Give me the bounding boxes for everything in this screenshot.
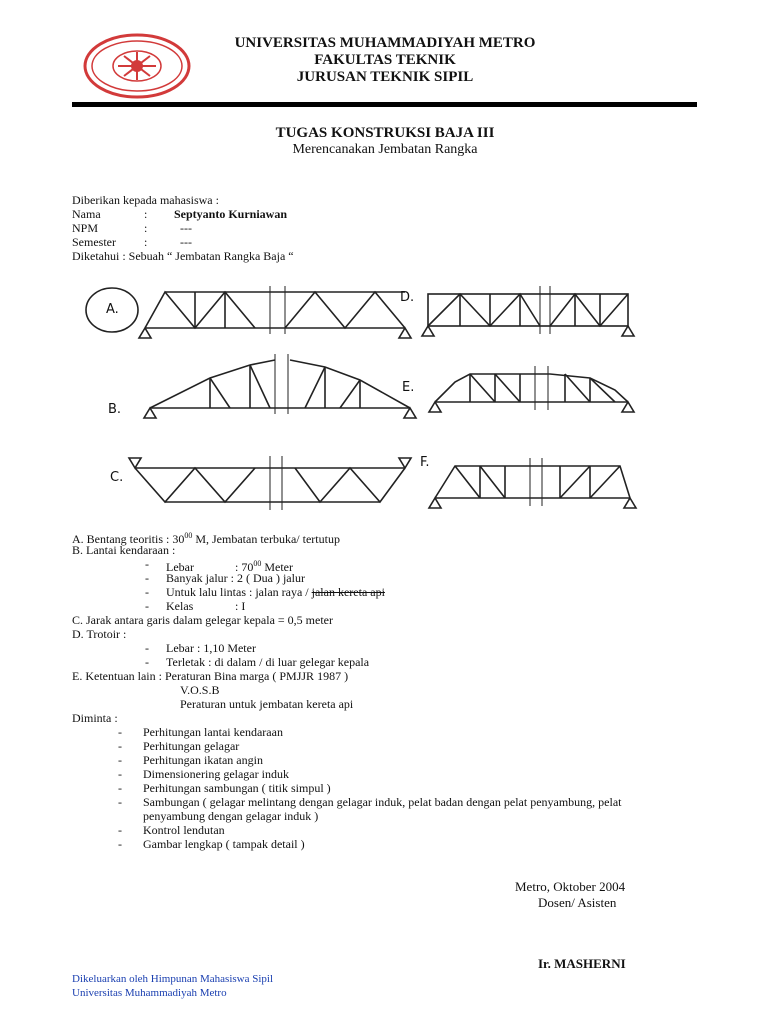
semester-value: --- (180, 235, 192, 249)
info-name-row (72, 207, 287, 221)
list-item (118, 753, 698, 767)
semester-label: Semester (72, 235, 116, 249)
d-lebar (145, 641, 256, 655)
truss-f (429, 458, 636, 508)
b-lebar-suffix: Meter (261, 560, 293, 574)
list-item (118, 781, 698, 795)
list-item (118, 725, 698, 739)
item-c: C. Jarak antara garis dalam gelegar kepala = 0,5 meter (72, 613, 333, 627)
dash: - (145, 585, 149, 599)
npm-value: --- (180, 221, 192, 235)
truss-e (429, 366, 634, 412)
item-a-suffix: M, Jembatan terbuka/ tertutup (192, 532, 340, 546)
dash: - (118, 837, 122, 851)
b-lebar-label: Lebar (166, 560, 194, 574)
signature-role: Dosen/ Asisten (538, 895, 617, 910)
signature-name: Ir. MASHERNI (538, 956, 626, 971)
item-d: D. Trotoir : (72, 627, 127, 641)
info-npm-row (72, 221, 192, 235)
dash: - (118, 725, 122, 739)
info-intro: Diberikan kepada mahasiswa : (72, 193, 219, 207)
b-lalu-lintas (145, 585, 385, 599)
footer-university: Universitas Muhammadiyah Metro (72, 987, 227, 999)
diminta-list (118, 725, 698, 851)
info-known: Diketahui : Sebuah “ Jembatan Rangka Baja “ (72, 249, 294, 263)
university-name: UNIVERSITAS MUHAMMADIYAH METRO (234, 35, 536, 51)
dash: - (118, 781, 122, 795)
npm-label: NPM (72, 221, 99, 235)
colon: : (144, 221, 148, 235)
dash: - (145, 641, 149, 655)
dash: - (118, 739, 122, 753)
item-e-3: Peraturan untuk jembatan kereta api (180, 697, 354, 711)
dash: - (118, 823, 122, 837)
faculty-name: FAKULTAS TEKNIK (314, 52, 456, 68)
department-name: JURUSAN TEKNIK SIPIL (296, 69, 474, 85)
truss-c (129, 456, 411, 510)
list-item (118, 823, 698, 837)
name-value: Septyanto Kurniawan (174, 207, 288, 221)
dash: - (118, 753, 122, 767)
document-title: TUGAS KONSTRUKSI BAJA III (275, 125, 495, 141)
list-item-text: Perhitungan gelagar (143, 739, 240, 753)
b-jalur (145, 571, 305, 585)
b-lalu-prefix: Untuk lalu lintas : jalan raya / (166, 585, 312, 599)
diagram-label-b: B. (108, 402, 122, 417)
colon: : (144, 235, 148, 249)
list-item (118, 795, 698, 809)
list-item-text: penyambung dengan gelagar induk ) (143, 809, 319, 823)
colon: : (144, 207, 148, 221)
list-item-text: Sambungan ( gelagar melintang dengan gelagar induk, pelat badan dengan pelat penyambung, pelat (143, 795, 622, 809)
diagram-label-d: D. (400, 290, 415, 305)
item-a-prefix: A. Bentang teoritis : 30 (72, 532, 185, 546)
dash: - (145, 655, 149, 669)
footer-publisher: Dikeluarkan oleh Himpunan Mahasiswa Sipil (72, 973, 274, 985)
b-lebar-sup: 00 (253, 559, 262, 568)
list-item-text: Gambar lengkap ( tampak detail ) (143, 837, 305, 851)
diagram-label-c: C. (110, 470, 124, 485)
diagram-label-e: E. (402, 380, 415, 395)
b-jalur-text: Banyak jalur : 2 ( Dua ) jalur (166, 571, 305, 585)
b-lalu-strike: jalan kereta api (311, 585, 385, 599)
item-e: E. Ketentuan lain : Peraturan Bina marga ( PMJJR 1987 ) (72, 669, 349, 683)
dash: - (145, 557, 149, 571)
b-kelas (145, 599, 245, 613)
diagram-label-a: A. (106, 302, 119, 317)
name-label: Nama (72, 207, 101, 221)
list-item-text: Kontrol lendutan (143, 823, 225, 837)
list-item (118, 767, 698, 781)
list-item-continuation (118, 809, 698, 823)
dash: - (145, 571, 149, 585)
truss-diagrams (70, 270, 710, 520)
list-item-text: Perhitungan ikatan angin (143, 753, 263, 767)
diminta-label: Diminta : (72, 711, 118, 725)
b-kelas-value: : I (235, 599, 246, 613)
list-item-text: Perhitungan lantai kendaraan (143, 725, 283, 739)
item-b: B. Lantai kendaraan : (72, 543, 176, 557)
dash: - (145, 599, 149, 613)
header-divider (72, 102, 697, 107)
b-lebar-prefix: : 70 (235, 560, 254, 574)
dash: - (118, 767, 122, 781)
signature-place-date: Metro, Oktober 2004 (515, 879, 626, 894)
truss-a (139, 286, 411, 338)
truss-b (144, 354, 416, 418)
list-item-text: Perhitungan sambungan ( titik simpul ) (143, 781, 331, 795)
item-e-2: V.O.S.B (180, 683, 220, 697)
d-letak (145, 655, 369, 669)
d-lebar-text: Lebar : 1,10 Meter (166, 641, 256, 655)
list-item (118, 837, 698, 851)
document-subtitle: Merencanakan Jembatan Rangka (292, 142, 478, 157)
item-a-sup: 00 (184, 531, 193, 540)
info-semester-row (72, 235, 192, 249)
list-item (118, 739, 698, 753)
truss-d (422, 286, 634, 336)
dash: - (118, 795, 122, 809)
b-kelas-label: Kelas (166, 599, 194, 613)
list-item-text: Dimensionering gelagar induk (143, 767, 289, 781)
diagram-label-f: F. (420, 455, 430, 470)
d-letak-text: Terletak : di dalam / di luar gelegar kepala (166, 655, 370, 669)
